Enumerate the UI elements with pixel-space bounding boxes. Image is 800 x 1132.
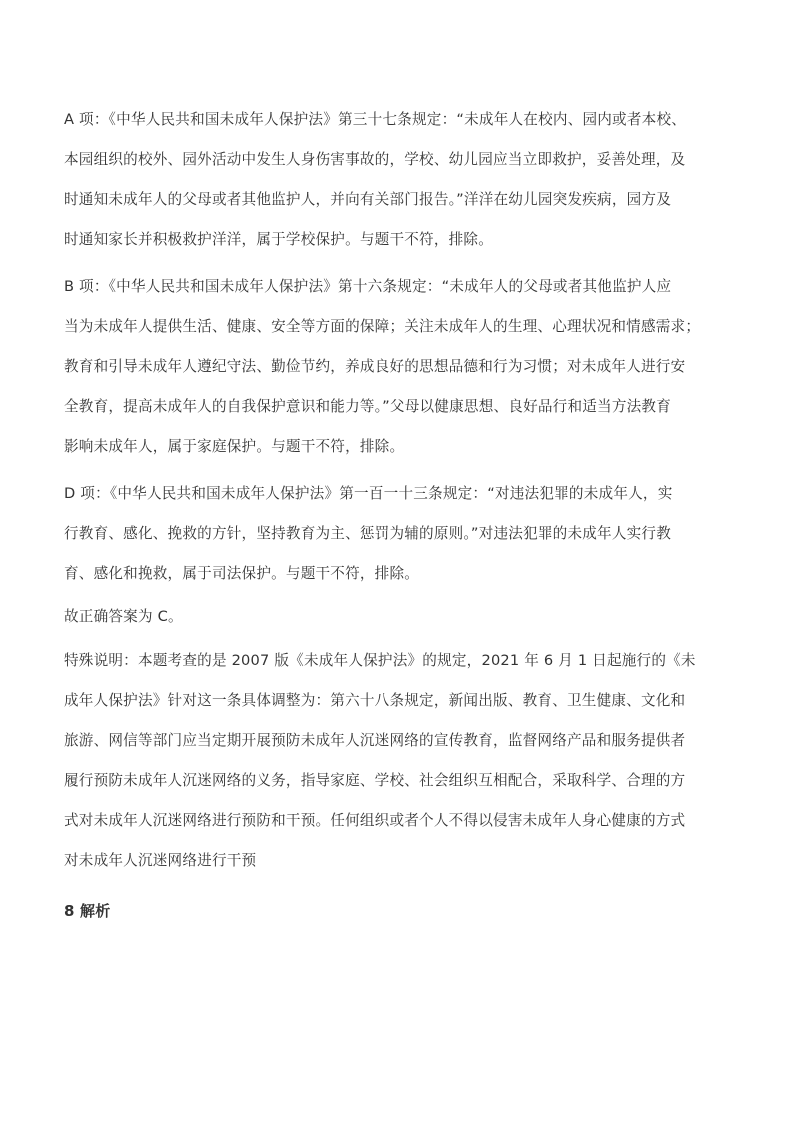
paragraph-b-line-5: 影响未成年人，属于家庭保护。与题干不符，排除。 [64, 438, 405, 455]
section-heading: 8 解析 [64, 902, 111, 920]
answer-line: 故正确答案为 C。 [64, 608, 183, 625]
paragraph-d-line-2: 行教育、感化、挽救的方针，坚持教育为主、惩罚为辅的原则。”对违法犯罪的未成年人实行教 [64, 525, 672, 542]
note-line-2: 成年人保护法》针对这一条具体调整为：第六十八条规定，新闻出版、教育、卫生健康、文化和 [64, 692, 686, 709]
paragraph-b-line-4: 全教育，提高未成年人的自我保护意识和能力等。”父母以健康思想、良好品行和适当方法教育 [64, 398, 672, 415]
paragraph-a-line-1: A 项：《中华人民共和国未成年人保护法》第三十七条规定：“未成年人在校内、园内或者本校、 [64, 111, 687, 128]
note-line-3: 旅游、网信等部门应当定期开展预防未成年人沉迷网络的宣传教育，监督网络产品和服务提供者 [64, 732, 686, 749]
paragraph-a-line-2: 本园组织的校外、园外活动中发生人身伤害事故的，学校、幼儿园应当立即救护，妥善处理，及 [64, 151, 686, 168]
note-line-6: 对未成年人沉迷网络进行干预 [64, 852, 257, 869]
paragraph-d-line-1: D 项：《中华人民共和国未成年人保护法》第一百一十三条规定：“对违法犯罪的未成年人，实 [64, 485, 673, 502]
note-line-5: 式对未成年人沉迷网络进行预防和干预。任何组织或者个人不得以侵害未成年人身心健康的方式 [64, 812, 686, 829]
paragraph-a-line-4: 时通知家长并积极救护洋洋，属于学校保护。与题干不符，排除。 [64, 231, 494, 248]
paragraph-d-line-3: 育、感化和挽救，属于司法保护。与题干不符，排除。 [64, 565, 420, 582]
paragraph-a-line-3: 时通知未成年人的父母或者其他监护人，并向有关部门报告。”洋洋在幼儿园突发疾病，园方及 [64, 191, 672, 208]
note-line-1: 特殊说明：本题考查的是 2007 版《未成年人保护法》的规定，2021 年 6 月 1 日起施行的《未 [64, 652, 696, 669]
paragraph-b-line-1: B 项：《中华人民共和国未成年人保护法》第十六条规定：“未成年人的父母或者其他监护人应 [64, 278, 672, 295]
paragraph-b-line-2: 当为未成年人提供生活、健康、安全等方面的保障；关注未成年人的生理、心理状况和情感需求； [64, 318, 701, 335]
paragraph-b-line-3: 教育和引导未成年人遵纪守法、勤俭节约，养成良好的思想品德和行为习惯；对未成年人进行安 [64, 358, 686, 375]
note-line-4: 履行预防未成年人沉迷网络的义务，指导家庭、学校、社会组织互相配合，采取科学、合理的方 [64, 772, 686, 789]
